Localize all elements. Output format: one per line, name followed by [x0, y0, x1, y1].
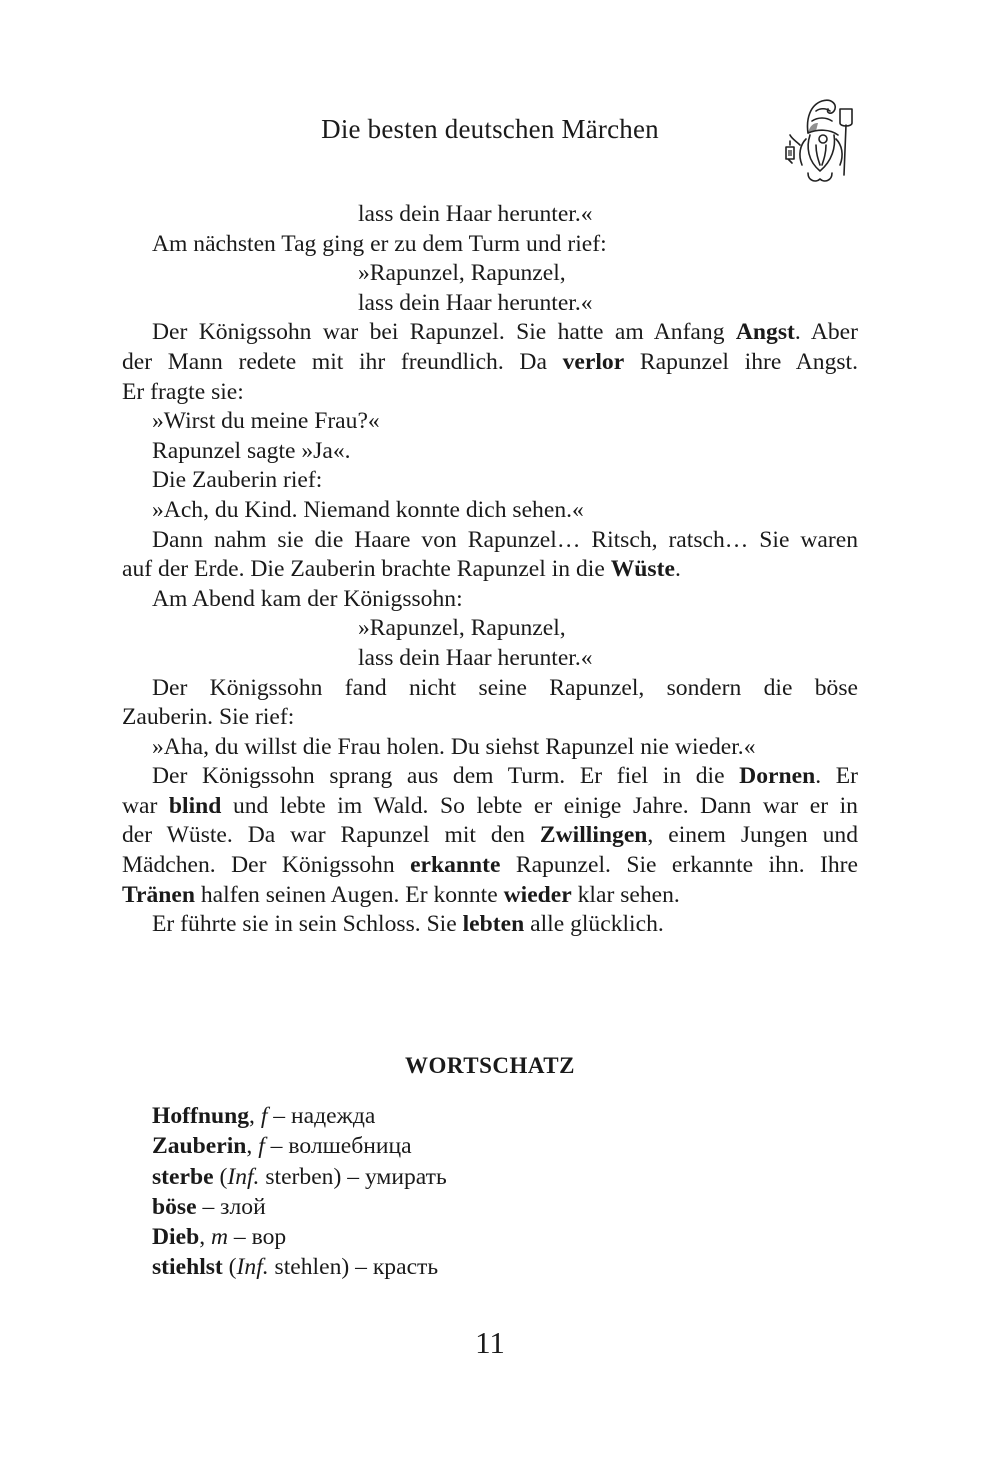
text-segment: »Rapunzel, Rapunzel,: [358, 260, 566, 287]
text-segment: . Er: [815, 763, 858, 790]
text-line: [122, 378, 858, 408]
text-segment: Die Zauberin rief:: [152, 467, 323, 494]
keyword: erkannte: [410, 852, 501, 879]
vocab-word: Hoffnung: [152, 1103, 250, 1129]
text-line: [122, 200, 858, 230]
vocab-translation: – умирать: [341, 1163, 447, 1190]
keyword: Angst: [735, 319, 795, 346]
text-line: [122, 466, 858, 496]
text-segment: Rapunzel ihre Angst.: [624, 348, 858, 375]
keyword: Dornen: [739, 763, 816, 790]
text-segment: Rapunzel. Sie erkannte ihn. Ihre: [500, 852, 858, 879]
text-line: [122, 851, 858, 881]
vocab-translation: – красть: [349, 1254, 439, 1281]
text-segment: der Wüste. Da war Rapunzel mit den: [122, 822, 540, 849]
text-segment: Am Abend kam der Königssohn:: [152, 585, 463, 612]
text-segment: Der Königssohn war bei Rapunzel. Sie hatte am Anfang: [152, 319, 736, 346]
vocab-entry: [152, 1131, 447, 1161]
running-header: Die besten deutschen Märchen: [321, 114, 659, 144]
text-segment: Mädchen. Der Königssohn: [122, 852, 411, 879]
text-line: [122, 496, 858, 526]
text-line: [122, 585, 858, 615]
vocab-entry: [152, 1162, 447, 1192]
text-segment: Er führte sie in sein Schloss. Sie: [152, 911, 463, 938]
page-number: 11: [475, 1325, 505, 1360]
text-segment: »Wirst du meine Frau?«: [152, 408, 380, 435]
text-segment: halfen seinen Augen. Er konnte: [194, 881, 504, 908]
text-line: [122, 289, 858, 319]
story-text: [122, 200, 858, 940]
text-segment: auf der Erde. Die Zauberin brachte Rapunzel in die: [122, 556, 611, 583]
vocab-translation: – волшебница: [264, 1133, 412, 1160]
text-segment: Am nächsten Tag ging er zu dem Turm und rief:: [152, 230, 607, 257]
keyword: lebten: [462, 911, 525, 938]
text-segment: Dann nahm sie die Haare von Rapunzel… Ritsch, ratsch… Sie waren: [152, 526, 858, 553]
gnome-illustration: [778, 95, 862, 187]
text-segment: lass dein Haar herunter.«: [358, 201, 593, 227]
text-line: [122, 703, 858, 733]
vocabulary-heading: WORTSCHATZ: [405, 1053, 575, 1078]
vocab-separator: ,: [246, 1133, 259, 1160]
keyword: Tränen: [122, 881, 195, 908]
keyword: wieder: [503, 881, 572, 908]
text-line: [122, 881, 858, 911]
vocab-word: Dieb: [152, 1224, 200, 1251]
text-line: [122, 555, 858, 585]
text-segment: klar sehen.: [571, 881, 680, 908]
text-segment: Rapunzel sagte »Ja«.: [152, 437, 351, 464]
text-segment: Zauberin. Sie rief:: [122, 704, 295, 731]
text-segment: alle glücklich.: [524, 911, 664, 938]
text-segment: der Mann redete mit ihr freundlich. Da: [122, 348, 563, 375]
vocabulary-list: [152, 1101, 447, 1283]
vocab-entry: [152, 1252, 447, 1282]
text-segment: »Rapunzel, Rapunzel,: [358, 615, 566, 642]
text-line: [122, 526, 858, 556]
text-line: [122, 910, 858, 940]
text-line: [122, 230, 858, 260]
text-line: [122, 437, 858, 467]
vocab-separator: (: [222, 1254, 237, 1281]
text-line: [122, 792, 858, 822]
text-line: [122, 762, 858, 792]
vocab-word: stiehlst: [152, 1254, 223, 1281]
text-line: [122, 259, 858, 289]
text-line: [122, 674, 858, 704]
vocab-entry: [152, 1192, 447, 1222]
text-line: [122, 733, 858, 763]
vocab-translation: – злой: [196, 1193, 266, 1220]
text-segment: .: [674, 556, 681, 583]
vocab-entry: [152, 1222, 447, 1252]
vocab-grammar: f: [258, 1133, 265, 1160]
text-line: [122, 821, 858, 851]
text-segment: lass dein Haar herunter.«: [358, 644, 593, 671]
keyword: Wüste: [610, 556, 675, 583]
vocab-grammar: m: [210, 1224, 229, 1251]
vocab-word: böse: [152, 1193, 197, 1220]
keyword: verlor: [562, 348, 625, 375]
vocab-grammar: Inf.: [236, 1254, 269, 1281]
text-segment: Der Königssohn sprang aus dem Turm. Er fiel in die: [152, 763, 740, 790]
vocab-separator: ,: [249, 1103, 261, 1129]
text-segment: Der Königssohn fand nicht seine Rapunzel, sondern die böse: [152, 674, 858, 701]
text-line: [122, 318, 858, 348]
text-line: [122, 614, 858, 644]
text-segment: , einem Jungen und: [647, 822, 858, 849]
vocab-grammar: Inf.: [227, 1163, 260, 1190]
vocab-word: Zauberin: [152, 1133, 247, 1160]
text-segment: »Aha, du willst die Frau holen. Du siehst Rapunzel nie wieder.«: [152, 733, 756, 760]
vocab-infinitive: sterben): [259, 1163, 342, 1190]
text-segment: »Ach, du Kind. Niemand konnte dich sehen.«: [152, 496, 584, 523]
text-line: [122, 407, 858, 437]
text-segment: . Aber: [794, 319, 858, 346]
vocab-entry: [152, 1101, 447, 1131]
vocab-translation: – надежда: [267, 1103, 376, 1129]
text-segment: war: [122, 792, 169, 819]
text-segment: lass dein Haar herunter.«: [358, 289, 593, 316]
keyword: blind: [168, 792, 222, 819]
text-line: [122, 644, 858, 674]
text-segment: und lebte im Wald. So lebte er einige Jahre. Dann war er in: [221, 792, 858, 819]
vocab-separator: ,: [199, 1224, 211, 1251]
vocab-word: sterbe: [152, 1163, 214, 1190]
vocab-separator: (: [213, 1163, 228, 1190]
vocab-translation: – вор: [228, 1224, 287, 1251]
text-segment: Er fragte sie:: [122, 378, 244, 405]
text-line: [122, 348, 858, 378]
vocab-grammar: f: [260, 1103, 268, 1129]
vocab-infinitive: stehlen): [268, 1254, 350, 1281]
keyword: Zwillingen: [539, 822, 648, 849]
